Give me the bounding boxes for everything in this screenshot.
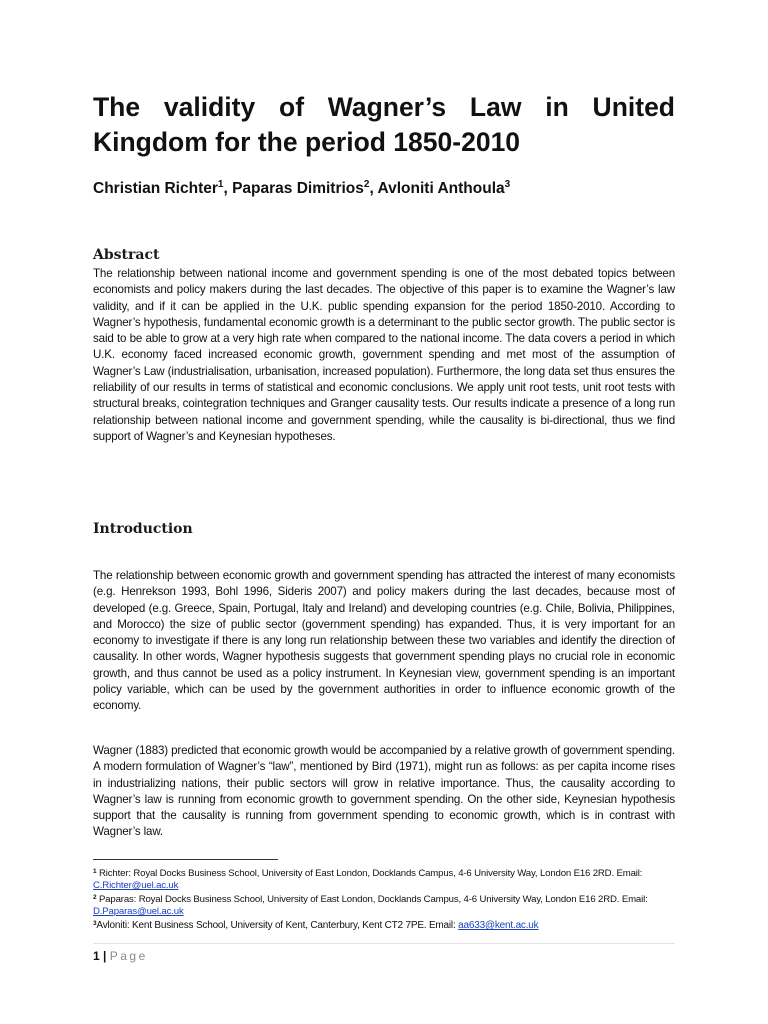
introduction-paragraph: Wagner (1883) predicted that economic growth would be accompanied by a relative growth of government spending. A modern formulation of Wagner’s “law”, mentioned by Bird (1971), might run as follows: as per capita income rises in industrializing nations, their public sectors will grow in relative importance. Thus, the causality according to Wagner’s law is running from economic growth to government spending. On the other side, Keynesian hypothesis support that the causality is running from government spending to economic growth, which is in contrast with Wagner’s law. — [93, 744, 675, 839]
footnote — [93, 920, 675, 932]
page-footer-divider — [93, 943, 675, 944]
email-link[interactable]: C.Richter@uel.ac.uk — [93, 880, 179, 892]
page-footer — [93, 948, 148, 964]
author-separator: , — [369, 180, 378, 197]
page-label: Page — [109, 949, 148, 963]
author-separator: , — [223, 180, 233, 197]
page-number: 1 — [93, 949, 100, 963]
author-footnote-mark: 1 — [217, 179, 224, 190]
footnote-text: Avloniti: Kent Business School, University of Kent, Canterbury, Kent CT2 7PE. Email: — [96, 920, 459, 931]
footnote-divider — [93, 859, 278, 860]
footnote-mark: 1 — [93, 868, 97, 875]
abstract-paragraph: The relationship between national income and government spending is one of the most debated topics between economists and policy makers during the last decades. The objective of this paper is to examine the Wagner’s law validity, and if it can be applied in the U.K. public spending expansion for the period 1850-2010. According to Wagner’s hypothesis, fundamental economic growth is a determinant to the public sector growth. The public sector is said to be able to grow at a very high rate when compared to the national income. The data covers a period in which U.K. economy faced increased economic growth, government spending and met most of the assumption of Wagner’s Law (industrialisation, urbanisation, increased population). Furthermore, the long data set thus ensures the reliability of our results in terms of statistical and economic conclusions. We apply unit root tests, unit root tests with structural breaks, cointegration techniques and Granger causality tests. Our results indicate a presence of a long run relationship between national income and government spending, while the causality is bi-directional, thus we find support of Wagner’s and Keynesian hypotheses. — [93, 267, 675, 443]
introduction-paragraph: The relationship between economic growth and government spending has attracted the interest of many economists (e.g. Henrekson 1993, Bohl 1996, Sideris 2007) and policy makers during the last decades, because most of developed (e.g. Greece, Spain, Portugal, Italy and Ireland) and developing countries (e.g. Chile, Bolivia, Philippines, and Morocco) the size of public sector (government spending) has expanded. Thus, it is very important for an economy to investigate if there is any long run relationship between these two variables and identify the direction of causality. In other words, Wagner hypothesis suggests that government spending plays no crucial role in economic growth, and thus cannot be used as a policy instrument. In Keynesian view, government spending is an important policy variable, which can be used by the government authorities in order to influence economic growth of the economy. — [93, 569, 675, 713]
email-link[interactable]: aa633@kent.ac.uk — [458, 920, 539, 931]
email-link[interactable]: D.Paparas@uel.ac.uk — [93, 906, 184, 918]
footnote-mark: 3 — [93, 920, 97, 927]
footnote — [93, 868, 675, 893]
author-name: Christian Richter — [93, 180, 218, 197]
abstract-heading: Abstract — [93, 247, 160, 263]
author-footnote-mark: 2 — [363, 179, 370, 190]
footnote-text: Richter: Royal Docks Business School, University of East London, Docklands Campus, 4-6 University Way, London E16 2RD. Email: — [96, 868, 643, 879]
author-footnote-mark: 3 — [504, 179, 511, 190]
footnote — [93, 894, 675, 919]
footnote-text: Paparas: Royal Docks Business School, University of East London, Docklands Campus, 4-6 University Way, London E16 2RD. Email: — [96, 894, 648, 905]
page-separator: | — [103, 949, 107, 963]
paper-title: The validity of Wagner’s Law in United Kingdom for the period 1850-2010 — [93, 92, 675, 157]
author-name: Avloniti Anthoula — [377, 180, 505, 197]
author-name: Paparas Dimitrios — [232, 180, 364, 197]
author-list — [93, 178, 675, 200]
footnote-mark: 2 — [93, 894, 97, 901]
introduction-heading: Introduction — [93, 521, 193, 537]
